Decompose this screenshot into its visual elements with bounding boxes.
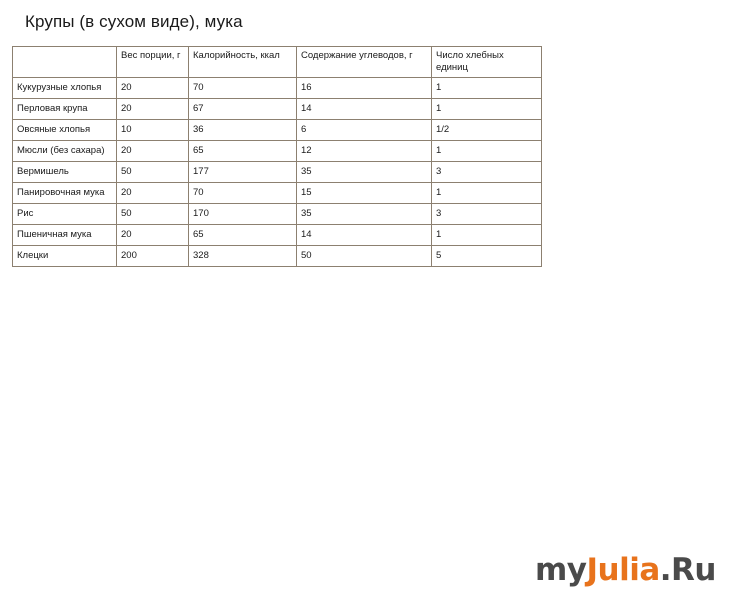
table-row: [13, 78, 542, 99]
cell-bread-units: 1/2: [432, 120, 542, 141]
cell-carbohydrates: 12: [297, 141, 432, 162]
cell-product: Овсяные хлопья: [13, 120, 117, 141]
cell-portion-weight: 10: [117, 120, 189, 141]
nutrition-table-wrapper: [12, 46, 541, 267]
nutrition-table: [12, 46, 542, 267]
cell-calories: 65: [189, 225, 297, 246]
cell-carbohydrates: 6: [297, 120, 432, 141]
cell-product: Перловая крупа: [13, 99, 117, 120]
cell-bread-units: 3: [432, 162, 542, 183]
cell-calories: 36: [189, 120, 297, 141]
table-row: [13, 141, 542, 162]
table-row: [13, 183, 542, 204]
cell-carbohydrates: 14: [297, 99, 432, 120]
table-row: [13, 99, 542, 120]
table-row: [13, 120, 542, 141]
table-row: [13, 225, 542, 246]
cell-portion-weight: 20: [117, 99, 189, 120]
cell-carbohydrates: 15: [297, 183, 432, 204]
cell-portion-weight: 20: [117, 78, 189, 99]
cell-product: Мюсли (без сахара): [13, 141, 117, 162]
cell-product: Клецки: [13, 246, 117, 267]
cell-carbohydrates: 14: [297, 225, 432, 246]
cell-portion-weight: 50: [117, 204, 189, 225]
cell-bread-units: 1: [432, 141, 542, 162]
table-header-row: [13, 47, 542, 78]
cell-bread-units: 1: [432, 225, 542, 246]
cell-calories: 328: [189, 246, 297, 267]
cell-calories: 70: [189, 78, 297, 99]
cell-calories: 170: [189, 204, 297, 225]
cell-portion-weight: 20: [117, 225, 189, 246]
cell-bread-units: 1: [432, 183, 542, 204]
column-header-calories: Калорийность, ккал: [189, 47, 297, 78]
watermark-part-my: my: [534, 552, 587, 588]
cell-carbohydrates: 50: [297, 246, 432, 267]
cell-portion-weight: 50: [117, 162, 189, 183]
table-body: [13, 78, 542, 267]
column-header-portion-weight: Вес порции, г: [117, 47, 189, 78]
cell-bread-units: 5: [432, 246, 542, 267]
column-header-bread-units: Число хлебных единиц: [432, 47, 542, 78]
cell-portion-weight: 20: [117, 141, 189, 162]
cell-product: Рис: [13, 204, 117, 225]
page-title: Крупы (в сухом виде), мука: [25, 12, 243, 31]
cell-bread-units: 1: [432, 99, 542, 120]
cell-carbohydrates: 35: [297, 204, 432, 225]
watermark-part-julia: Julia: [586, 552, 660, 588]
cell-portion-weight: 200: [117, 246, 189, 267]
cell-carbohydrates: 35: [297, 162, 432, 183]
table-header: [13, 47, 542, 78]
cell-product: Вермишель: [13, 162, 117, 183]
cell-calories: 67: [189, 99, 297, 120]
cell-product: Кукурузные хлопья: [13, 78, 117, 99]
column-header-product: [13, 47, 117, 78]
table-row: [13, 246, 542, 267]
watermark-part-ru: .Ru: [659, 552, 716, 588]
cell-carbohydrates: 16: [297, 78, 432, 99]
cell-calories: 65: [189, 141, 297, 162]
cell-portion-weight: 20: [117, 183, 189, 204]
cell-calories: 70: [189, 183, 297, 204]
cell-bread-units: 1: [432, 78, 542, 99]
site-watermark: [535, 552, 716, 588]
cell-product: Пшеничная мука: [13, 225, 117, 246]
cell-calories: 177: [189, 162, 297, 183]
cell-product: Панировочная мука: [13, 183, 117, 204]
table-row: [13, 162, 542, 183]
cell-bread-units: 3: [432, 204, 542, 225]
table-row: [13, 204, 542, 225]
column-header-carbohydrates: Содержание углеводов, г: [297, 47, 432, 78]
